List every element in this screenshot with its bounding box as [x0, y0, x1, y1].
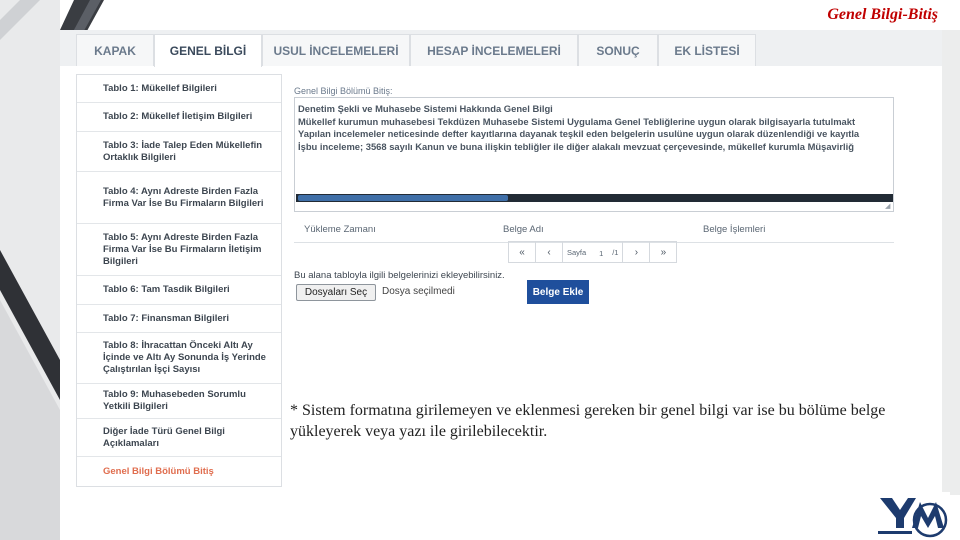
- sidebar-item-tablo-7[interactable]: Tablo 7: Finansman Bilgileri: [77, 305, 281, 333]
- sidebar-item-tablo-2[interactable]: Tablo 2: Mükellef İletişim Bilgileri: [77, 103, 281, 132]
- prev-page-button[interactable]: ‹: [536, 242, 563, 262]
- resize-handle-icon[interactable]: ◢: [885, 203, 891, 210]
- textarea-line: Denetim Şekli ve Muhasebe Sistemi Hakkında Genel Bilgi: [298, 103, 553, 114]
- page-number-input[interactable]: [590, 245, 612, 261]
- add-document-button[interactable]: Belge Ekle: [527, 280, 589, 304]
- sidebar-item-tablo-8[interactable]: Tablo 8: İhracattan Önceki Altı Ay İçinde ve Altı Ay Sonunda İş Yerinde Çalıştırılan İşçi Sayısı: [77, 333, 281, 384]
- tab-ek-listesi[interactable]: EK LİSTESİ: [658, 34, 756, 66]
- tab-usul-incelemeleri[interactable]: USUL İNCELEMELERİ: [262, 34, 410, 66]
- pagination: [508, 241, 677, 263]
- sidebar-item-genel-bilgi-bitis[interactable]: Genel Bilgi Bölümü Bitiş: [103, 465, 214, 477]
- ymm-logo: [872, 492, 950, 540]
- textarea-line: İşbu inceleme; 3568 sayılı Kanun ve buna ilişkin tebliğler ile diğer alakalı mevzuat çerçevesinde, mükellef kurumla Müşavirliğ: [298, 140, 854, 152]
- tab-sonuc[interactable]: SONUÇ: [578, 34, 658, 66]
- field-label: Genel Bilgi Bölümü Bitiş:: [294, 86, 393, 96]
- choose-files-button[interactable]: Dosyaları Seç: [296, 284, 376, 301]
- horizontal-scrollbar[interactable]: [296, 194, 893, 202]
- tab-kapak[interactable]: KAPAK: [76, 34, 154, 66]
- genel-bilgi-textarea[interactable]: [294, 97, 894, 212]
- file-status-text: Dosya seçilmedi: [382, 286, 455, 297]
- slide-title: Genel Bilgi-Bitiş: [827, 6, 938, 23]
- sidebar-item-tablo-3[interactable]: Tablo 3: İade Talep Eden Mükellefin Ortaklık Bilgileri: [77, 132, 281, 172]
- tab-genel-bilgi[interactable]: GENEL BİLGİ: [154, 34, 262, 67]
- sidebar-item-tablo-6[interactable]: Tablo 6: Tam Tasdik Bilgileri: [77, 276, 281, 305]
- first-page-button[interactable]: «: [509, 242, 536, 262]
- upload-hint: Bu alana tabloyla ilgili belgelerinizi ekleyebilirsiniz.: [294, 270, 505, 281]
- sidebar-item-diger-iade[interactable]: Diğer İade Türü Genel Bilgi Açıklamaları: [77, 419, 281, 457]
- sidebar: [76, 74, 282, 487]
- sidebar-item-tablo-1[interactable]: Tablo 1: Mükellef Bilgileri: [77, 75, 281, 103]
- tab-bar: [60, 30, 942, 66]
- next-page-button[interactable]: ›: [623, 242, 650, 262]
- main-content: [294, 86, 894, 298]
- column-document-actions: Belge İşlemleri: [703, 224, 766, 235]
- page-total: /1: [612, 242, 623, 262]
- documents-table-header: [294, 220, 894, 243]
- tab-hesap-incelemeleri[interactable]: HESAP İNCELEMELERİ: [410, 34, 578, 66]
- slide-note: * Sistem formatına girilemeyen ve eklenmesi gereken bir genel bilgi var ise bu bölüme belge yükleyerek veya yazı ile girilebilecektir.: [290, 402, 886, 440]
- column-upload-time: Yükleme Zamanı: [304, 224, 376, 235]
- sidebar-item-tablo-4[interactable]: Tablo 4: Aynı Adreste Birden Fazla Firma Var İse Bu Firmaların Bilgileri: [77, 172, 281, 224]
- column-document-name: Belge Adı: [503, 224, 544, 235]
- textarea-line: Mükellef kurumun muhasebesi Tekdüzen Muhasebe Sistemi Uygulama Genel Tebliğlerine uygun olarak bilgisayarla tutulmakt: [298, 115, 856, 127]
- scrollbar-thumb[interactable]: [298, 195, 508, 201]
- sidebar-item-tablo-9[interactable]: Tablo 9: Muhasebeden Sorumlu Yetkili Bilgileri: [77, 384, 281, 419]
- textarea-line: Yapılan incelemeler neticesinde defter kayıtlarına dayanak teşkil eden belgelerin usulüne uygun olarak düzenlendiği ve kayıtla: [298, 128, 860, 139]
- page-label: Sayfa: [567, 247, 587, 257]
- last-page-button[interactable]: »: [660, 246, 667, 258]
- sidebar-item-tablo-5[interactable]: Tablo 5: Aynı Adreste Birden Fazla Firma Var İse Bu Firmaların İletişim Bilgileri: [77, 224, 281, 276]
